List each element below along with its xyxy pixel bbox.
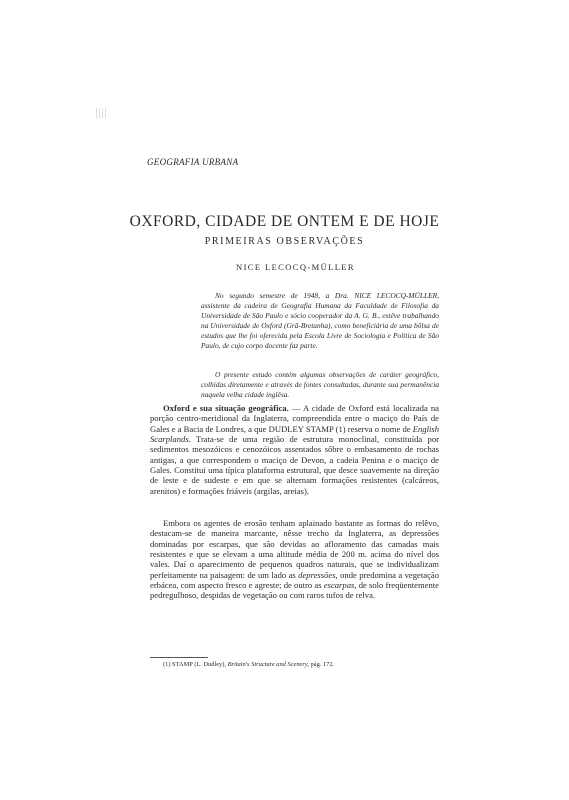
paragraph-2-italic-a: depressões,	[298, 569, 338, 580]
paragraph-1-text-b: Trata-se de uma região de estrutura monoclinal, constituída por sedimentos mesozóicos e cenozóicos assentados sôbre o embasamento de rochas antigas, a que correspondem o maciço de Devon, a cadeia Penina e o maciço de Gales. Constitui uma típica plataforma estrutural, que desce suavemente na direção de leste e de sudeste e em que se alternam formações resistentes (calcáreos, arenitos) e formações friáveis (argilas, areias).	[150, 434, 439, 496]
footnote-rule	[150, 657, 208, 658]
paragraph-2-text-c: de solo freqüentemente pedregulhoso, despidas de vegetação ou com raros tufos de relva.	[150, 580, 439, 601]
scan-speck	[96, 108, 108, 118]
footnote-text-a: (1) STAMP (L. Dudley),	[163, 661, 228, 668]
paragraph-1	[150, 403, 439, 496]
paragraph-2-italic-b: escarpas,	[323, 580, 357, 591]
paragraph-1-italic: English Scarplands.	[150, 423, 439, 445]
footnote-text-b: pág. 172.	[308, 661, 335, 668]
footnote-italic: Britain's Structure and Scenery,	[227, 661, 309, 668]
paragraph-2-text-b: onde predomina a vegetação erbácea, com aspecto fresco e agreste; de outro as	[150, 569, 439, 591]
paragraph-1-text-a: — A cidade de Oxford está localizada na porção centro-meridional da Inglaterra, compreendida entre o maciço do País de Gales e a Bacia de Londres, a que DUDLEY STAMP (1) reserva o nome de	[150, 403, 439, 434]
section-heading: GEOGRAFIA URBANA	[147, 157, 239, 167]
article-author: NICE LECOCQ-MÜLLER	[236, 262, 355, 272]
footnote	[163, 661, 439, 668]
article-title: OXFORD, CIDADE DE ONTEM E DE HOJE	[129, 213, 440, 230]
paragraph-2	[150, 518, 439, 601]
paragraph-2-text-a: Embora os agentes de erosão tenham aplainado bastante as formas do relêvo, destacam-se de maneira marcante, nêsse trecho da Inglaterra, as depressões dominadas por escarpas, que são devidas ao afloramento das camadas mais resistentes e que se elevam a uma altitude média de 200 m. acima do nível dos vales. Daí o aparecimento de pequenos quadros naturais, que se individualizam perfeitamente na paisagem: de um lado as	[150, 518, 439, 580]
paragraph-1-heading: Oxford e sua situação geográfica.	[163, 403, 289, 413]
author-note-2: O presente estudo contém algumas observações de caráter geográfico, colhidas diretamente e através de fontes consultadas, durante sua permanência naquela velha cidade inglêsa.	[201, 370, 439, 399]
author-note: No segundo semestre de 1948, a Dra. NICE LECOCQ-MÜLLER, assistente da cadeira de Geografia Humana da Faculdade de Filosofia da Universidade de São Paulo e sócio cooperador da A. G. B., estêve trabalhando na Universidade de Oxford (Grã-Bretanha), como beneficiária de uma bôlsa de estudos que lhe foi oferecida pela Escola Livre de Sociologia e Política de São Paulo, de cujo corpo docente faz parte.	[201, 291, 439, 350]
article-subtitle: PRIMEIRAS OBSERVAÇÕES	[204, 236, 365, 247]
